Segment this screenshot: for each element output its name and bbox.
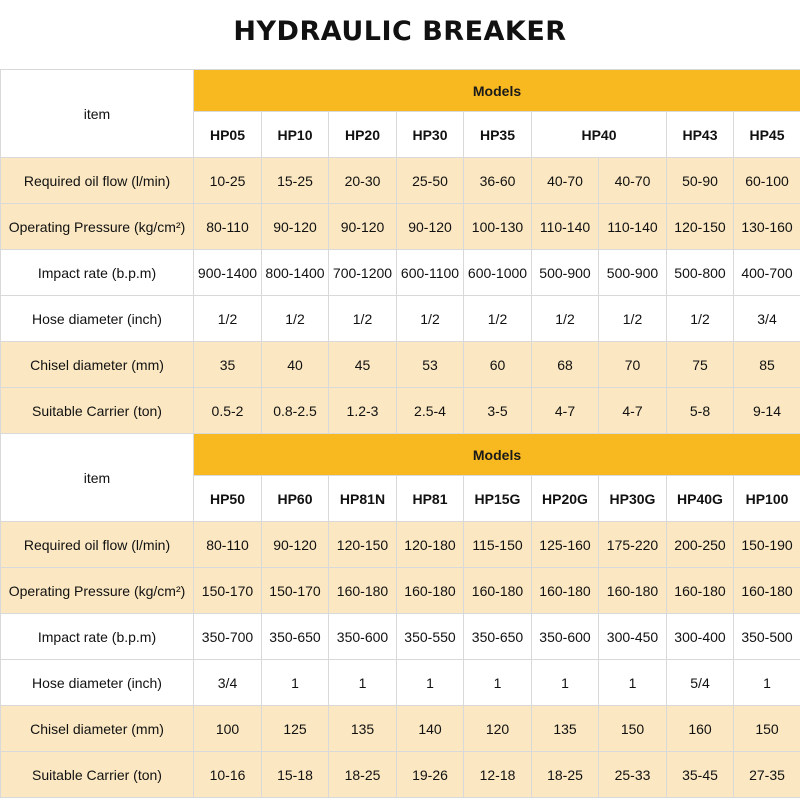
table-cell: 19-26 <box>397 752 464 798</box>
table-cell: 1 <box>464 660 532 706</box>
row-label: Chisel diameter (mm) <box>1 342 194 388</box>
table-cell: 1/2 <box>599 296 667 342</box>
table-row <box>1 752 800 798</box>
row-label: Operating Pressure (kg/cm²) <box>1 568 194 614</box>
table-cell: 40 <box>262 342 329 388</box>
table-cell: 350-500 <box>734 614 800 660</box>
spec-table-1 <box>0 69 800 434</box>
models-header-row <box>1 434 800 476</box>
table-cell: 350-650 <box>262 614 329 660</box>
table-row <box>1 660 800 706</box>
table-cell: 1 <box>532 660 599 706</box>
table-cell: 90-120 <box>329 204 397 250</box>
model-name: HP81N <box>329 476 397 522</box>
table-cell: 120-150 <box>329 522 397 568</box>
table-cell: 2.5-4 <box>397 388 464 434</box>
row-label: Impact rate (b.p.m) <box>1 250 194 296</box>
table-cell: 18-25 <box>532 752 599 798</box>
table-cell: 1/2 <box>532 296 599 342</box>
table-cell: 160-180 <box>329 568 397 614</box>
table-cell: 1.2-3 <box>329 388 397 434</box>
table-cell: 12-18 <box>464 752 532 798</box>
table-cell: 110-140 <box>532 204 599 250</box>
table-cell: 600-1000 <box>464 250 532 296</box>
table-cell: 300-450 <box>599 614 667 660</box>
table-cell: 150-170 <box>194 568 262 614</box>
table-cell: 35-45 <box>667 752 734 798</box>
table-cell: 18-25 <box>329 752 397 798</box>
table-cell: 160-180 <box>464 568 532 614</box>
row-label: Required oil flow (l/min) <box>1 158 194 204</box>
table-cell: 125 <box>262 706 329 752</box>
table-cell: 15-25 <box>262 158 329 204</box>
table-cell: 1 <box>734 660 800 706</box>
spec-table-2 <box>0 433 800 798</box>
table-cell: 350-650 <box>464 614 532 660</box>
table-cell: 1 <box>329 660 397 706</box>
table-row <box>1 296 800 342</box>
table-cell: 175-220 <box>599 522 667 568</box>
model-name: HP30G <box>599 476 667 522</box>
table-cell: 1/2 <box>397 296 464 342</box>
table-cell: 90-120 <box>397 204 464 250</box>
table-cell: 90-120 <box>262 522 329 568</box>
model-name: HP60 <box>262 476 329 522</box>
table-cell: 150-190 <box>734 522 800 568</box>
table-cell: 900-1400 <box>194 250 262 296</box>
model-name: HP15G <box>464 476 532 522</box>
table-cell: 60-100 <box>734 158 800 204</box>
table-cell: 60 <box>464 342 532 388</box>
table-cell: 350-700 <box>194 614 262 660</box>
model-name: HP40 <box>532 112 667 158</box>
page-title: HYDRAULIC BREAKER <box>233 16 567 47</box>
table-cell: 20-30 <box>329 158 397 204</box>
table-cell: 160-180 <box>397 568 464 614</box>
table-cell: 9-14 <box>734 388 800 434</box>
table-cell: 140 <box>397 706 464 752</box>
table-row <box>1 388 800 434</box>
model-name: HP100 <box>734 476 800 522</box>
model-name: HP10 <box>262 112 329 158</box>
model-name: HP35 <box>464 112 532 158</box>
table-cell: 70 <box>599 342 667 388</box>
table-cell: 110-140 <box>599 204 667 250</box>
table-cell: 1 <box>599 660 667 706</box>
row-label: Impact rate (b.p.m) <box>1 614 194 660</box>
item-header: item <box>1 70 194 158</box>
models-band: Models <box>194 70 800 112</box>
model-name: HP30 <box>397 112 464 158</box>
table-cell: 350-600 <box>329 614 397 660</box>
table-cell: 135 <box>329 706 397 752</box>
table-cell: 1/2 <box>194 296 262 342</box>
table-cell: 160-180 <box>532 568 599 614</box>
row-label: Hose diameter (inch) <box>1 660 194 706</box>
model-name: HP40G <box>667 476 734 522</box>
model-name: HP50 <box>194 476 262 522</box>
table-cell: 100-130 <box>464 204 532 250</box>
table-cell: 100 <box>194 706 262 752</box>
table-cell: 130-160 <box>734 204 800 250</box>
table-cell: 400-700 <box>734 250 800 296</box>
row-label: Chisel diameter (mm) <box>1 706 194 752</box>
table-cell: 1/2 <box>329 296 397 342</box>
table-cell: 160 <box>667 706 734 752</box>
table-cell: 3/4 <box>194 660 262 706</box>
table-cell: 3-5 <box>464 388 532 434</box>
table-cell: 27-35 <box>734 752 800 798</box>
table-cell: 40-70 <box>599 158 667 204</box>
table-cell: 40-70 <box>532 158 599 204</box>
table-row <box>1 342 800 388</box>
model-name: HP81 <box>397 476 464 522</box>
table-cell: 160-180 <box>667 568 734 614</box>
table-cell: 150 <box>599 706 667 752</box>
table-cell: 120 <box>464 706 532 752</box>
table-cell: 68 <box>532 342 599 388</box>
table-cell: 1/2 <box>667 296 734 342</box>
table-cell: 35 <box>194 342 262 388</box>
table-cell: 350-550 <box>397 614 464 660</box>
models-band: Models <box>194 434 800 476</box>
table-row <box>1 158 800 204</box>
table-cell: 85 <box>734 342 800 388</box>
models-header-row <box>1 70 800 112</box>
table-cell: 15-18 <box>262 752 329 798</box>
table-cell: 160-180 <box>734 568 800 614</box>
table-cell: 0.5-2 <box>194 388 262 434</box>
table-row <box>1 614 800 660</box>
model-name: HP20G <box>532 476 599 522</box>
table-cell: 10-25 <box>194 158 262 204</box>
table-cell: 5/4 <box>667 660 734 706</box>
model-name: HP20 <box>329 112 397 158</box>
table-cell: 25-33 <box>599 752 667 798</box>
table-cell: 1/2 <box>262 296 329 342</box>
table-cell: 350-600 <box>532 614 599 660</box>
row-label: Suitable Carrier (ton) <box>1 752 194 798</box>
table-cell: 1 <box>397 660 464 706</box>
table-cell: 4-7 <box>599 388 667 434</box>
table-cell: 600-1100 <box>397 250 464 296</box>
table-cell: 1/2 <box>464 296 532 342</box>
table-cell: 160-180 <box>599 568 667 614</box>
table-cell: 0.8-2.5 <box>262 388 329 434</box>
table-cell: 500-900 <box>599 250 667 296</box>
table-cell: 150 <box>734 706 800 752</box>
row-label: Operating Pressure (kg/cm²) <box>1 204 194 250</box>
table-cell: 80-110 <box>194 522 262 568</box>
table-cell: 53 <box>397 342 464 388</box>
table-cell: 45 <box>329 342 397 388</box>
table-cell: 10-16 <box>194 752 262 798</box>
table-cell: 50-90 <box>667 158 734 204</box>
table-cell: 120-180 <box>397 522 464 568</box>
table-cell: 120-150 <box>667 204 734 250</box>
table-cell: 200-250 <box>667 522 734 568</box>
table-row <box>1 522 800 568</box>
table-cell: 1 <box>262 660 329 706</box>
row-label: Required oil flow (l/min) <box>1 522 194 568</box>
table-cell: 125-160 <box>532 522 599 568</box>
table-cell: 25-50 <box>397 158 464 204</box>
table-row <box>1 706 800 752</box>
table-cell: 150-170 <box>262 568 329 614</box>
table-row <box>1 204 800 250</box>
table-cell: 80-110 <box>194 204 262 250</box>
model-name: HP45 <box>734 112 800 158</box>
table-cell: 500-800 <box>667 250 734 296</box>
table-cell: 800-1400 <box>262 250 329 296</box>
table-row <box>1 568 800 614</box>
table-cell: 300-400 <box>667 614 734 660</box>
model-name: HP05 <box>194 112 262 158</box>
item-header: item <box>1 434 194 522</box>
table-cell: 75 <box>667 342 734 388</box>
table-cell: 5-8 <box>667 388 734 434</box>
table-row <box>1 250 800 296</box>
row-label: Hose diameter (inch) <box>1 296 194 342</box>
table-cell: 36-60 <box>464 158 532 204</box>
table-cell: 135 <box>532 706 599 752</box>
table-cell: 115-150 <box>464 522 532 568</box>
table-cell: 500-900 <box>532 250 599 296</box>
model-name: HP43 <box>667 112 734 158</box>
table-cell: 4-7 <box>532 388 599 434</box>
table-cell: 3/4 <box>734 296 800 342</box>
table-cell: 700-1200 <box>329 250 397 296</box>
row-label: Suitable Carrier (ton) <box>1 388 194 434</box>
table-cell: 90-120 <box>262 204 329 250</box>
